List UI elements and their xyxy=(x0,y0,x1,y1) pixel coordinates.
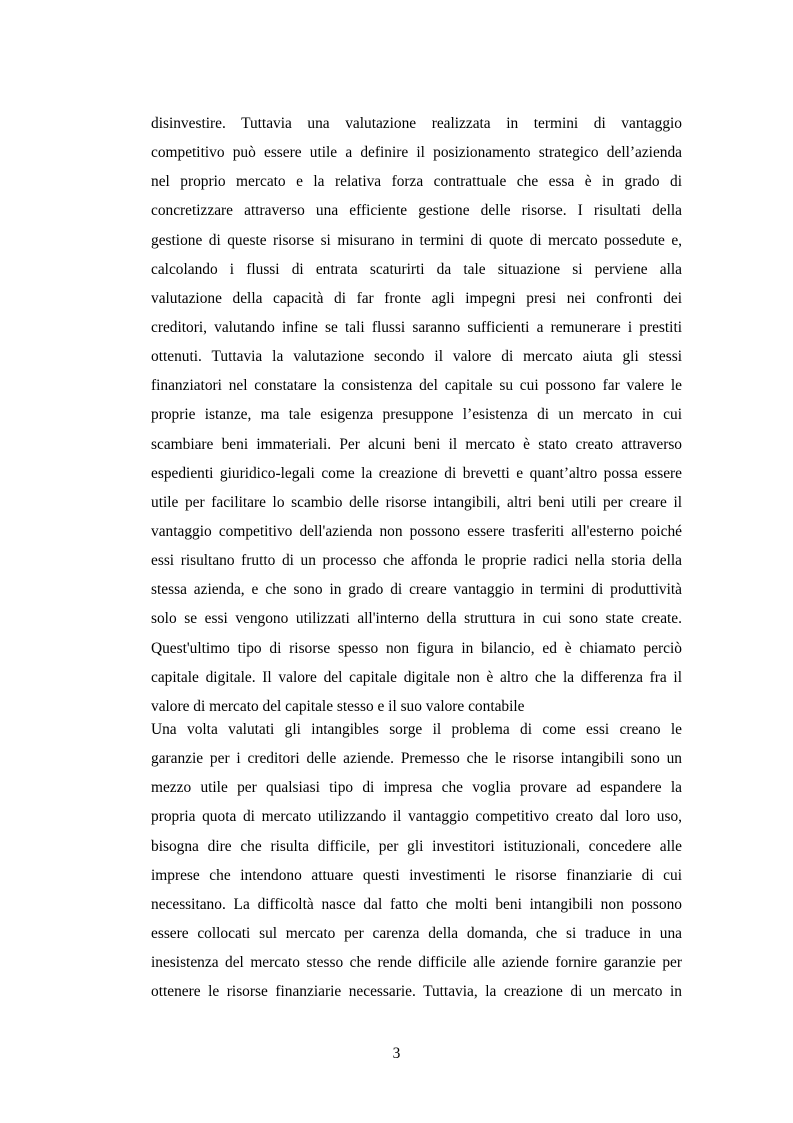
paragraph-line: imprese che intendono attuare questi investimenti le risorse finanziarie di cui xyxy=(151,866,682,884)
paragraph-line: Quest'ultimo tipo di risorse spesso non figura in bilancio, ed è chiamato perciò xyxy=(151,639,682,657)
paragraph-line: concretizzare attraverso una efficiente gestione delle risorse. I risultati della xyxy=(151,202,682,220)
paragraph-2 xyxy=(151,715,682,1006)
paragraph-line: competitivo può essere utile a definire il posizionamento strategico dell’azienda xyxy=(151,144,682,162)
paragraph-line: essi risultano frutto di un processo che affonda le proprie radici nella storia della xyxy=(151,552,682,570)
paragraph-line: ottenuti. Tuttavia la valutazione secondo il valore di mercato aiuta gli stessi xyxy=(151,348,682,366)
paragraph-line: necessitano. La difficoltà nasce dal fatto che molti beni intangibili non possono xyxy=(151,895,682,913)
paragraph-line: gestione di queste risorse si misurano in termini di quote di mercato possedute e, xyxy=(151,231,682,249)
paragraph-line: garanzie per i creditori delle aziende. Premesso che le risorse intangibili sono un xyxy=(151,750,682,768)
paragraph-line: vantaggio competitivo dell'azienda non possono essere trasferiti all'esterno poiché xyxy=(151,522,682,540)
paragraph-line: valutazione della capacità di far fronte agli impegni presi nei confronti dei xyxy=(151,289,682,307)
paragraph-line: capitale digitale. Il valore del capitale digitale non è altro che la differenza fra il xyxy=(151,668,682,686)
paragraph-line: espedienti giuridico-legali come la creazione di brevetti e quant’altro possa essere xyxy=(151,464,682,482)
paragraph-line: inesistenza del mercato stesso che rende difficile alle aziende fornire garanzie per xyxy=(151,954,682,972)
paragraph-line: bisogna dire che risulta difficile, per gli investitori istituzionali, concedere alle xyxy=(151,837,682,855)
page-number: 3 xyxy=(392,1045,401,1062)
paragraph-1 xyxy=(151,109,682,721)
paragraph-line: valore di mercato del capitale stesso e il suo valore contabile xyxy=(151,697,525,715)
paragraph-line: calcolando i flussi di entrata scaturirti da tale situazione si perviene alla xyxy=(151,260,682,278)
paragraph-line: nel proprio mercato e la relativa forza contrattuale che essa è in grado di xyxy=(151,173,682,191)
paragraph-line: propria quota di mercato utilizzando il vantaggio competitivo creato dal loro uso, xyxy=(151,808,682,826)
paragraph-line: mezzo utile per qualsiasi tipo di impresa che voglia provare ad espandere la xyxy=(151,779,682,797)
paragraph-line: finanziatori nel constatare la consistenza del capitale su cui possono far valere le xyxy=(151,377,682,395)
paragraph-line: utile per facilitare lo scambio delle risorse intangibili, altri beni utili per creare il xyxy=(151,493,682,511)
paragraph-line: ottenere le risorse finanziarie necessarie. Tuttavia, la creazione di un mercato in xyxy=(151,983,682,1001)
paragraph-line: disinvestire. Tuttavia una valutazione realizzata in termini di vantaggio xyxy=(151,115,682,132)
paragraph-line: essere collocati sul mercato per carenza della domanda, che si traduce in una xyxy=(151,924,682,942)
paragraph-line: creditori, valutando infine se tali flussi saranno sufficienti a remunerare i prestiti xyxy=(151,318,682,336)
paragraph-line: proprie istanze, ma tale esigenza presuppone l’esistenza di un mercato in cui xyxy=(151,406,682,424)
paragraph-line: scambiare beni immateriali. Per alcuni beni il mercato è stato creato attraverso xyxy=(151,435,682,453)
paragraph-line: Una volta valutati gli intangibles sorge il problema di come essi creano le xyxy=(151,721,682,738)
paragraph-line: stessa azienda, e che sono in grado di creare vantaggio in termini di produttività xyxy=(151,581,682,599)
paragraph-line: solo se essi vengono utilizzati all'interno della struttura in cui sono state create. xyxy=(151,610,682,628)
